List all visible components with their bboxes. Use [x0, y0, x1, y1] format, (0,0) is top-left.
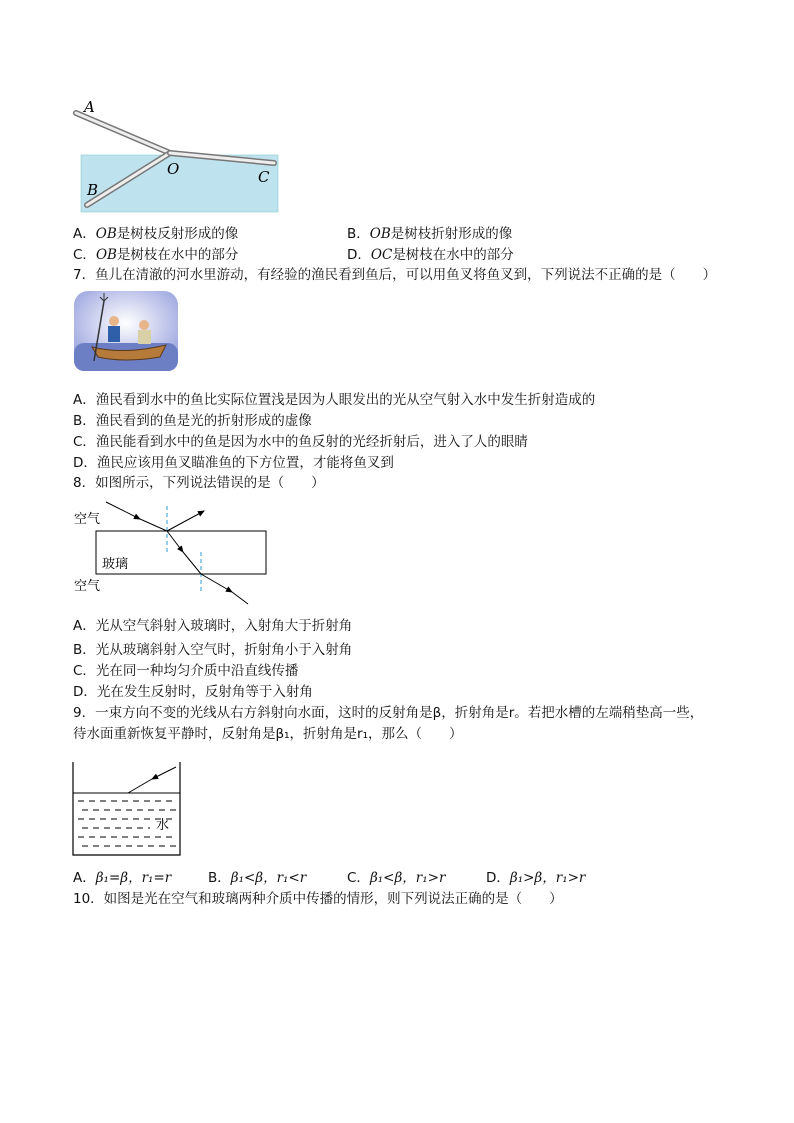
- q9-option-d: D．β₁>β，r₁>r: [486, 870, 586, 886]
- label-o: O: [167, 160, 180, 178]
- q8-option-d: D．光在发生反射时，反射角等于入射角: [73, 684, 313, 700]
- q9-water-tank-figure: [70, 760, 185, 858]
- label-water: 水: [156, 818, 170, 833]
- q6-branch-figure: [70, 95, 285, 217]
- q9-stem-line1: 9．一束方向不变的光线从右方斜射向水面，这时的反射角是β，折射角是r。若把水槽的左端稍垫高一些，: [73, 705, 704, 721]
- label-air-top: 空气: [74, 512, 101, 527]
- q7-option-a: A．渔民看到水中的鱼比实际位置浅是因为人眼发出的光从空气射入水中发生折射造成的: [73, 392, 596, 408]
- q7-fishermen-illustration: [74, 291, 178, 371]
- q8-refraction-figure: [70, 494, 270, 609]
- label-glass: 玻璃: [102, 557, 129, 572]
- label-c: C: [258, 168, 270, 186]
- q7-option-c: C．渔民能看到水中的鱼是因为水中的鱼反射的光经折射后，进入了人的眼睛: [73, 434, 528, 450]
- q7-option-b: B．渔民看到的鱼是光的折射形成的虚像: [73, 413, 312, 429]
- q6-option-d: D．OC是树枝在水中的部分: [347, 247, 514, 263]
- q9-option-b: B．β₁<β，r₁<r: [208, 870, 307, 886]
- q6-option-b: B．OB是树枝折射形成的像: [347, 226, 513, 242]
- q9-option-c: C．β₁<β，r₁>r: [347, 870, 446, 886]
- q8-stem: 8．如图所示，下列说法错误的是（ ）: [73, 475, 325, 491]
- q10-stem: 10．如图是光在空气和玻璃两种介质中传播的情形，则下列说法正确的是（ ）: [73, 891, 563, 907]
- label-b: B: [87, 181, 99, 199]
- q7-option-d: D．渔民应该用鱼叉瞄准鱼的下方位置，才能将鱼叉到: [73, 455, 394, 471]
- label-air-bottom: 空气: [74, 579, 101, 594]
- q9-option-a: A．β₁=β，r₁=r: [73, 870, 172, 886]
- q8-option-c: C．光在同一种均匀介质中沿直线传播: [73, 663, 299, 679]
- q9-stem-line2: 待水面重新恢复平静时，反射角是β₁，折射角是r₁，那么（ ）: [73, 726, 463, 742]
- q6-option-a: A．OB是树枝反射形成的像: [73, 226, 239, 242]
- q7-stem: 7．鱼儿在清澈的河水里游动，有经验的渔民看到鱼后，可以用鱼叉将鱼叉到，下列说法不正确的是（ ）: [73, 267, 717, 283]
- q8-option-b: B．光从玻璃斜射入空气时，折射角小于入射角: [73, 642, 353, 658]
- q6-option-c: C．OB是树枝在水中的部分: [73, 247, 239, 263]
- q8-option-a: A．光从空气斜射入玻璃时，入射角大于折射角: [73, 618, 353, 634]
- label-a: A: [84, 98, 95, 116]
